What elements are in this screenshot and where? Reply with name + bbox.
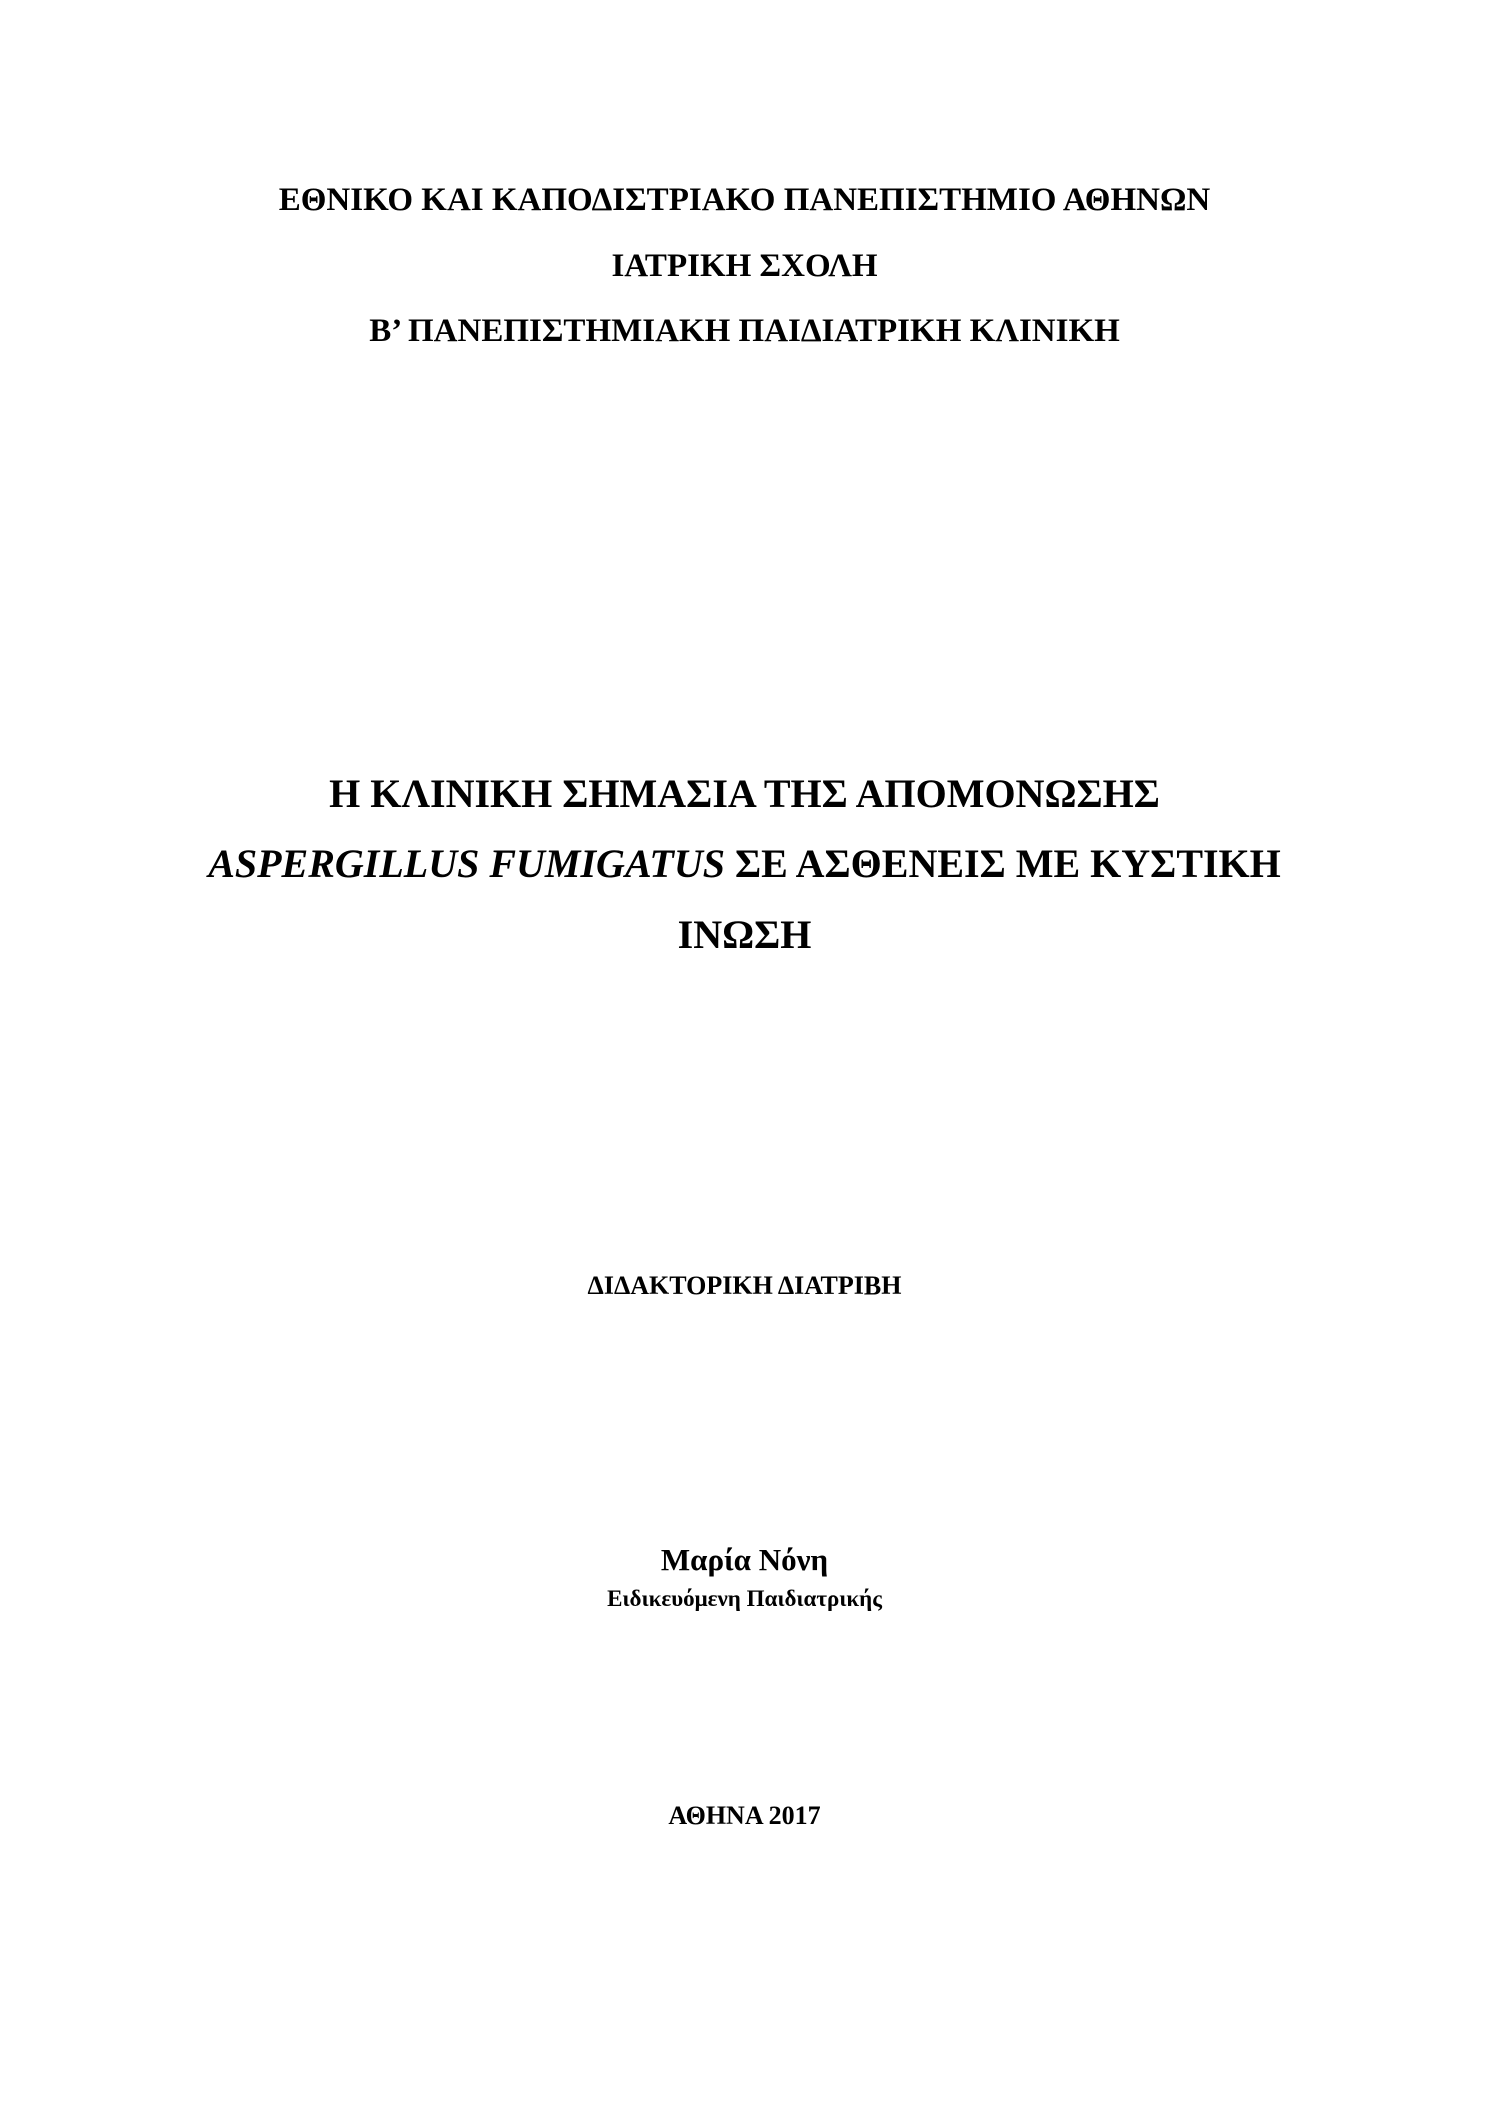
thesis-title-line-1: Η ΚΛΙΝΙΚΗ ΣΗΜΑΣΙΑ ΤΗΣ ΑΠΟΜΟΝΩΣΗΣ	[329, 771, 1160, 816]
thesis-title-line-2	[0, 841, 1489, 886]
place-date: ΑΘΗΝΑ 2017	[668, 1801, 821, 1830]
author-name: Μαρία Νόνη	[660, 1542, 829, 1577]
thesis-title-line-2-rest: ΣΕ ΑΣΘΕΝΕΙΣ ΜΕ ΚΥΣΤΙΚΗ	[724, 841, 1281, 886]
author-role: Ειδικευόμενη Παιδιατρικής	[607, 1586, 882, 1611]
thesis-title-line-3: ΙΝΩΣΗ	[677, 912, 812, 957]
document-type: ΔΙΔΑΚΤΟΡΙΚΗ ΔΙΑΤΡΙΒΗ	[587, 1271, 902, 1300]
school-name: ΙΑΤΡΙΚΗ ΣΧΟΛΗ	[611, 248, 878, 284]
thesis-title-organism: ASPERGILLUS FUMIGATUS	[208, 841, 725, 886]
clinic-name: Β’ ΠΑΝΕΠΙΣΤΗΜΙΑΚΗ ΠΑΙΔΙΑΤΡΙΚΗ ΚΛΙΝΙΚΗ	[369, 313, 1120, 349]
university-name: ΕΘΝΙΚΟ ΚΑΙ ΚΑΠΟΔΙΣΤΡΙΑΚΟ ΠΑΝΕΠΙΣΤΗΜΙΟ ΑΘΗΝΩΝ	[278, 182, 1211, 218]
